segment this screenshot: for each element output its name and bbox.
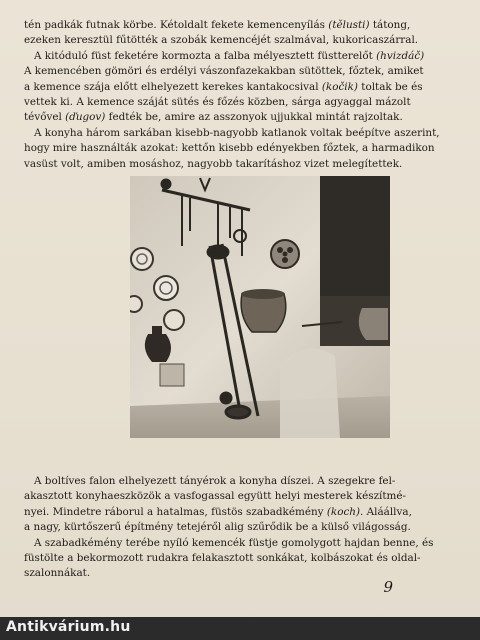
text-run: vettek ki. A kemence száját sütés és főzés közben, sárga agyaggal mázolt [24,96,411,109]
text-line [24,95,454,110]
text-line [24,474,454,489]
text-run: nyei. Mindetre ráborul a hatalmas, füstös szabadkémény [24,505,327,518]
text-line [24,49,454,64]
text-run: toltak be és [357,80,423,93]
text-run: A szabadkémény terébe nyíló kemencék füstje gomolygott hajdan benne, és [34,536,434,549]
text-run: ezeken keresztül fűtötték a szobák kemencéjét szalmával, kukoricaszárral. [24,34,419,47]
text-line [24,126,454,141]
text-line [24,18,454,33]
watermark-bar [0,617,480,640]
text-line [24,157,454,172]
paragraph-chimney [24,474,454,582]
text-run: A konyha három sarkában kisebb-nagyobb katlanok voltak beépítve aszerint, [34,126,440,139]
dialect-term: (tělusti) [328,19,370,31]
text-line [24,110,454,125]
kitchen-photograph [130,176,390,438]
dialect-term: (ďugov) [65,111,106,124]
text-run: szalonnákat. [24,567,91,580]
text-line [24,505,454,520]
dialect-term: (hvizdáč) [376,49,425,62]
dialect-term: (koch) [326,505,361,518]
text-line [24,551,454,566]
text-run: A boltíves falon elhelyezett tányérok a konyha díszei. A szegekre fel- [34,475,396,487]
text-line [24,141,454,156]
paragraph-kitchen-oven [24,18,454,172]
kitchen-photo-illustration [130,176,390,438]
page-number: 9 [383,578,393,596]
text-run: füstölte a bekormozott rudakra felakasztott sonkákat, kolbászokat és oldal- [24,552,421,565]
text-run: tátong, [369,19,411,31]
text-run: A kitóduló füst feketére kormozta a falba mélyesztett füstterelőt [34,49,377,62]
text-line [24,536,454,551]
text-run: vasüst volt, amiben mosáshoz, nagyobb takarításhoz vizet melegítettek. [24,157,403,170]
text-run: a nagy, kürtőszerű építmény tetejéről alig szűrődik be a külső világosság. [24,521,411,534]
text-line [24,80,454,95]
text-run: tévővel [24,111,66,124]
text-line [24,520,454,535]
text-line [24,489,454,504]
text-run: akasztott konyhaeszközök a vasfogassal együtt helyi mesterek készítmé- [24,490,407,503]
text-run: hogy mire használták azokat: kettőn kisebb edényekben főztek, a harmadikon [24,142,435,155]
text-run: . Aláállva, [360,505,412,518]
text-line [24,64,454,79]
text-run: tén padkák futnak körbe. Kétoldalt fekete kemencenyílás [24,19,329,31]
text-run: fedték be, amire az asszonyok ujjukkal mintát rajzoltak. [105,111,403,124]
text-line [24,33,454,48]
dialect-term: (kočik) [321,80,358,93]
watermark-text[interactable]: Antikvárium.hu [6,619,131,635]
text-run: a kemence szája előtt elhelyezett kerekes kantakocsival [24,80,322,93]
text-run: A kemencében gömöri és erdélyi vászonfazekakban sütöttek, főztek, amiket [24,65,424,78]
